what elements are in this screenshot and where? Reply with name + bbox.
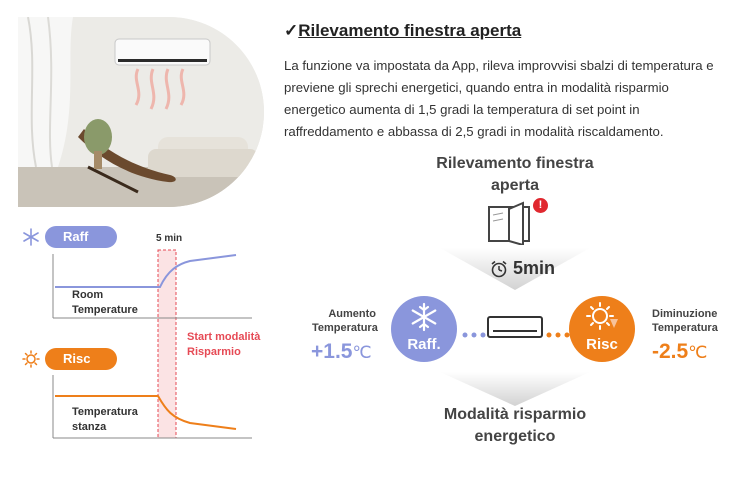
air-conditioner-icon	[487, 315, 543, 339]
diagram-title: Rilevamento finestra aperta	[436, 155, 594, 194]
time-marker-label: 5 min	[156, 233, 183, 244]
energy-saving-title: Modalità risparmio energetico	[443, 406, 587, 445]
sun-icon	[585, 301, 619, 333]
dots-left	[462, 325, 486, 331]
snowflake-icon	[409, 302, 439, 332]
decrease-label: Diminuzione Temperatura	[652, 308, 718, 334]
heat-mode-label: Risc	[586, 336, 618, 353]
heading-title: Rilevamento finestra aperta	[298, 21, 522, 40]
cool-room-temp-label: Room Temperature	[72, 289, 138, 316]
start-saving-label: Start modalità Risparmio	[187, 331, 261, 358]
timer-label: 5min	[513, 258, 556, 278]
decrease-value: -2.5℃	[652, 340, 708, 363]
heat-pill: Risc	[45, 348, 117, 370]
increase-value: +1.5℃	[311, 340, 372, 363]
dots-right	[546, 325, 570, 331]
cool-snowflake-icon	[22, 228, 40, 246]
cool-pill: Raff	[45, 226, 117, 248]
alert-icon: !	[533, 198, 548, 213]
living-room-photo	[18, 17, 264, 207]
heat-mode-circle	[569, 296, 635, 362]
cool-mode-circle	[391, 296, 457, 362]
check-mark-icon: ✓	[284, 21, 299, 40]
flow-arrow-bottom	[440, 372, 590, 406]
section-heading	[284, 21, 521, 41]
heat-sun-icon	[22, 350, 40, 368]
cool-mode-label: Raff.	[407, 336, 441, 353]
increase-label: Aumento Temperatura	[312, 308, 378, 334]
heat-room-temp-label: Temperatura stanza	[72, 406, 138, 433]
description-text: La funzione va impostata da App, rileva improvvisi sbalzi di temperatura e previene gli sprechi energetici, quando entra in modalità risparmio energetico aumenta di 1,5 gradi la temperatura di set point in raffreddamento e abbassa di 2,5 gradi in modalità riscaldamento.	[284, 58, 714, 139]
alarm-clock-icon	[490, 260, 508, 278]
